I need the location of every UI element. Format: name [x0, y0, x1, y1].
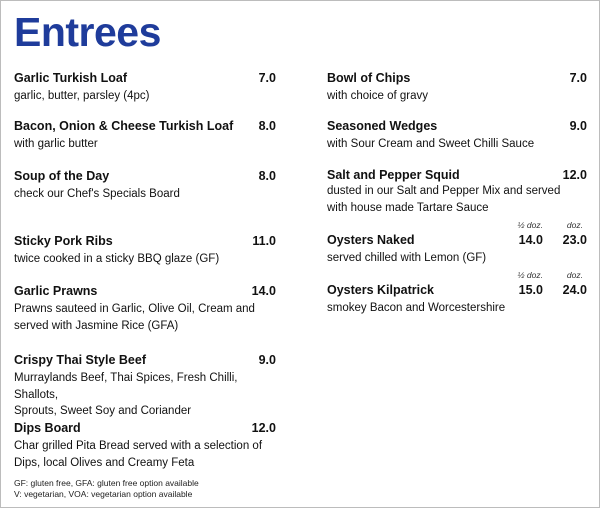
item-name: Oysters Kilpatrick [327, 283, 434, 297]
menu-title: Entrees [14, 9, 161, 55]
item-desc: with choice of gravy [327, 90, 428, 102]
menu-item-oysters-naked [327, 220, 589, 267]
menu-item-crispy-thai-beef [14, 352, 276, 420]
menu-item-oysters-kilpatrick [327, 270, 589, 317]
item-price: 7.0 [258, 71, 276, 85]
item-price: 7.0 [569, 71, 587, 85]
item-name: Salt and Pepper Squid [327, 168, 460, 182]
menu-item-bowl-of-chips [327, 70, 589, 105]
item-name: Bowl of Chips [327, 71, 411, 85]
menu-item-soup-of-the-day [14, 168, 276, 203]
item-desc: Prawns sauteed in Garlic, Olive Oil, Cream and [14, 303, 255, 315]
footnote-vegetarian: V: vegetarian, VOA: vegetarian option available [14, 489, 193, 499]
item-desc: twice cooked in a sticky BBQ glaze (GF) [14, 253, 220, 265]
item-price: 12.0 [251, 421, 276, 435]
menu-item-sticky-pork-ribs [14, 233, 276, 268]
item-desc: with Sour Cream and Sweet Chilli Sauce [327, 138, 535, 150]
menu-item-dips-board [14, 420, 276, 471]
item-desc: with house made Tartare Sauce [327, 201, 489, 214]
item-name: Seasoned Wedges [327, 119, 438, 133]
item-desc: Dips, local Olives and Creamy Feta [14, 456, 195, 469]
item-name: Sticky Pork Ribs [14, 234, 113, 248]
item-price: 12.0 [562, 168, 587, 182]
item-price-dozen: 24.0 [562, 283, 587, 297]
item-price: 8.0 [258, 169, 276, 183]
item-name: Soup of the Day [14, 169, 110, 183]
dozen-label: doz. [566, 220, 583, 230]
item-price: 14.0 [251, 284, 276, 298]
item-price: 9.0 [569, 119, 587, 133]
item-name: Oysters Naked [327, 233, 415, 247]
item-desc: Char grilled Pita Bread served with a selection of [14, 440, 263, 452]
item-desc: garlic, butter, parsley (4pc) [14, 90, 150, 102]
item-price: 8.0 [258, 119, 276, 133]
item-name: Garlic Prawns [14, 284, 98, 298]
item-price: 9.0 [258, 353, 276, 367]
item-desc: dusted in our Salt and Pepper Mix and served [327, 185, 561, 197]
half-dozen-label: ½ doz. [517, 220, 543, 230]
item-desc: served chilled with Lemon (GF) [327, 252, 487, 264]
item-desc: check our Chef's Specials Board [14, 188, 180, 200]
menu-item-garlic-prawns [14, 283, 276, 334]
item-name: Dips Board [14, 421, 81, 435]
item-desc: Sprouts, Sweet Soy and Coriander [14, 405, 192, 417]
item-price-dozen: 23.0 [562, 233, 587, 247]
footnote-gluten: GF: gluten free, GFA: gluten free option available [14, 478, 199, 488]
item-price-half-dozen: 15.0 [518, 283, 543, 297]
dozen-label: doz. [566, 270, 583, 280]
item-price: 11.0 [252, 234, 276, 248]
menu-item-seasoned-wedges [327, 118, 589, 153]
item-desc: Murraylands Beef, Thai Spices, Fresh Chilli, Shallots, [14, 372, 238, 401]
item-name: Garlic Turkish Loaf [14, 71, 127, 85]
item-desc: served with Jasmine Rice (GFA) [14, 319, 179, 332]
item-desc: smokey Bacon and Worcestershire [327, 302, 506, 314]
menu-item-salt-pepper-squid [327, 167, 589, 216]
menu-item-garlic-turkish-loaf [14, 70, 276, 105]
half-dozen-label: ½ doz. [517, 270, 543, 280]
item-name: Bacon, Onion & Cheese Turkish Loaf [14, 119, 234, 133]
item-name: Crispy Thai Style Beef [14, 353, 146, 367]
item-price-half-dozen: 14.0 [518, 233, 543, 247]
menu-item-bacon-onion-cheese-loaf [14, 118, 276, 153]
item-desc: with garlic butter [14, 138, 98, 150]
